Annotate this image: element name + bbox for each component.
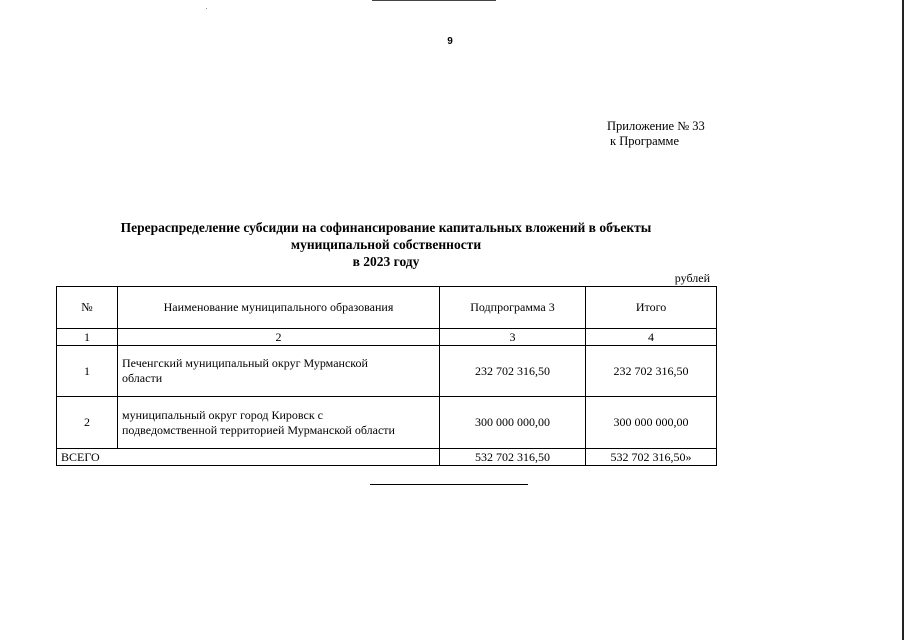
municipality-name-line-2: подведомственной территорией Мурманской области [122,422,395,437]
municipality-name [118,397,440,449]
municipality-name [118,346,440,397]
total-amount: 232 702 316,50 [586,346,717,397]
page-number: 9 [447,36,453,47]
appendix-line-1: Приложение № 33 [607,119,705,133]
header-total: Итого [586,287,717,329]
appendix-line-2: к Программе [610,134,680,148]
total-row [57,449,717,466]
grand-total-amount: 532 702 316,50» [586,449,717,466]
subsidy-table [56,286,717,466]
document-title [56,219,716,270]
unit-label: рублей [674,271,710,285]
row-number: 2 [57,397,118,449]
header-number: № [57,287,118,329]
title-line-3: в 2023 году [352,254,420,269]
row-number: 1 [57,346,118,397]
scan-speck [206,8,207,9]
subprogram-amount: 300 000 000,00 [440,397,586,449]
table-row [57,346,717,397]
header-subprogram: Подпрограмма 3 [440,287,586,329]
top-rule [372,0,496,1]
column-number-row [57,329,717,346]
bottom-rule [370,484,528,485]
header-row [57,287,717,329]
column-number: 3 [440,329,586,346]
total-label: ВСЕГО [57,449,440,466]
column-number: 2 [118,329,440,346]
header-name: Наименование муниципального образования [118,287,440,329]
title-line-2: муниципальной собственности [290,237,482,252]
title-line-1: Перераспределение субсидии на софинансирование капитальных вложений в объекты [120,220,652,235]
subprogram-amount: 232 702 316,50 [440,346,586,397]
municipality-name-line-2: области [122,371,163,385]
table-row [57,397,717,449]
total-amount: 300 000 000,00 [586,397,717,449]
column-number: 4 [586,329,717,346]
municipality-name-line-1: Печенгский муниципальный округ Мурманской [122,356,368,370]
total-subprogram-amount: 532 702 316,50 [440,449,586,466]
municipality-name-line-1: муниципальный округ город Кировск с [122,407,323,422]
column-number: 1 [57,329,118,346]
appendix-note [607,119,705,149]
page-edge [902,0,904,640]
